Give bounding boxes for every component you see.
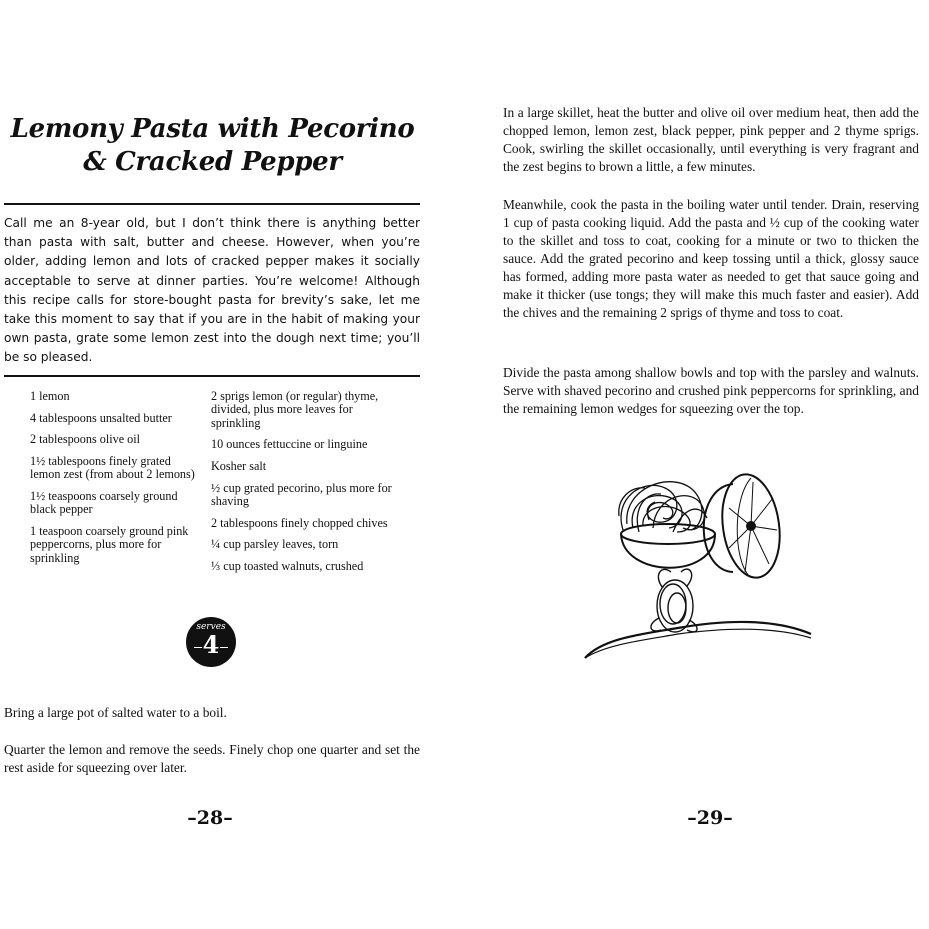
ingredient-item: 10 ounces fettuccine or linguine <box>211 437 368 452</box>
method-step-5: Divide the pasta among shallow bowls and top with the parsley and walnuts. Serve with shaved pecorino and crushed pink peppercorns for sprinkling, and the remaining lemon wedges for squeezing over the top. <box>503 365 919 416</box>
intro-top-divider <box>4 203 420 205</box>
method-step-1: Bring a large pot of salted water to a boil. <box>4 705 227 720</box>
right-page <box>465 0 929 929</box>
ingredient-item: 1 lemon <box>30 389 70 403</box>
ingredient-item: Kosher salt <box>211 459 267 473</box>
ingredient-item: 4 tablespoons unsalted butter <box>30 410 172 425</box>
fork-icon <box>585 569 811 658</box>
serves-badge <box>186 617 236 667</box>
ingredient-item: ½ cup grated pecorino, plus more for shaving <box>211 480 392 508</box>
ingredient-item: 2 tablespoons olive oil <box>30 432 141 447</box>
method-step-2: Quarter the lemon and remove the seeds. Finely chop one quarter and set the rest aside for squeezing over later. <box>4 742 420 775</box>
serves-dash-right <box>220 647 228 648</box>
recipe-title <box>0 113 425 179</box>
ingredient-item: 1½ teaspoons coarsely ground black pepper <box>30 488 178 517</box>
page-number-right: –29– <box>687 807 733 829</box>
serves-count: 4 <box>202 630 220 659</box>
pasta-bowl-icon <box>619 482 715 568</box>
recipe-title-line-1: Lemony Pasta with Pecorino <box>10 114 415 145</box>
ingredients-column-2 <box>211 390 393 581</box>
ingredient-item: 1½ tablespoons finely grated lemon zest (from about 2 lemons) <box>30 453 195 482</box>
lemon-half-icon <box>704 471 786 582</box>
ingredient-item: 1 teaspoon coarsely ground pink peppercorns, plus more for sprinkling <box>30 523 189 565</box>
ingredient-item: ¼ cup parsley leaves, torn <box>211 537 339 552</box>
pasta-lemon-fork-illustration <box>583 468 813 663</box>
recipe-intro: Call me an 8-year old, but I don’t think there is anything better than pasta with salt, butter and cheese. However, when you’re older, adding lemon and lots of cracked pepper makes it socially acceptable to serve at dinner parties. You’re welcome! Although this recipe calls for store-bought pasta for brevity’s sake, let me take this moment to say that if you are in the habit of making your own pasta, grate some lemon zest into the dough next time; you’ll be so pleased. <box>4 216 420 365</box>
ingredients-column-1 <box>30 390 198 573</box>
serves-label: serves <box>196 622 226 632</box>
ingredient-item: 2 tablespoons finely chopped chives <box>211 515 388 530</box>
ingredient-item: 2 sprigs lemon (or regular) thyme, divided, plus more leaves for sprinkling <box>211 389 379 430</box>
intro-bottom-divider <box>4 375 420 377</box>
method-step-4: Meanwhile, cook the pasta in the boiling water until tender. Drain, reserving 1 cup of pasta cooking liquid. Add the pasta and ½ cup of the cooking water to the skillet and toss to coat, cooking for a minute or two to thicken the sauce. Add the grated pecorino and keep tossing until a thick, glossy sauce has formed, adding more pasta water as needed to get that sauce going and make it thicker (use tongs; they will make this much faster and easier). Add the chives and the remaining 2 sprigs of thyme and toss to coat. <box>503 197 919 320</box>
method-step-3: In a large skillet, heat the butter and olive oil over medium heat, then add the chopped lemon, lemon zest, black pepper, pink pepper and 2 thyme sprigs. Cook, swirling the skillet occasionally, until everything is very fragrant and the zest begins to brown a little, a few minutes. <box>503 105 919 174</box>
recipe-title-line-2: & Cracked Pepper <box>83 147 342 178</box>
ingredient-item: ⅓ cup toasted walnuts, crushed <box>211 558 364 573</box>
page-number-left: –28– <box>187 807 233 829</box>
